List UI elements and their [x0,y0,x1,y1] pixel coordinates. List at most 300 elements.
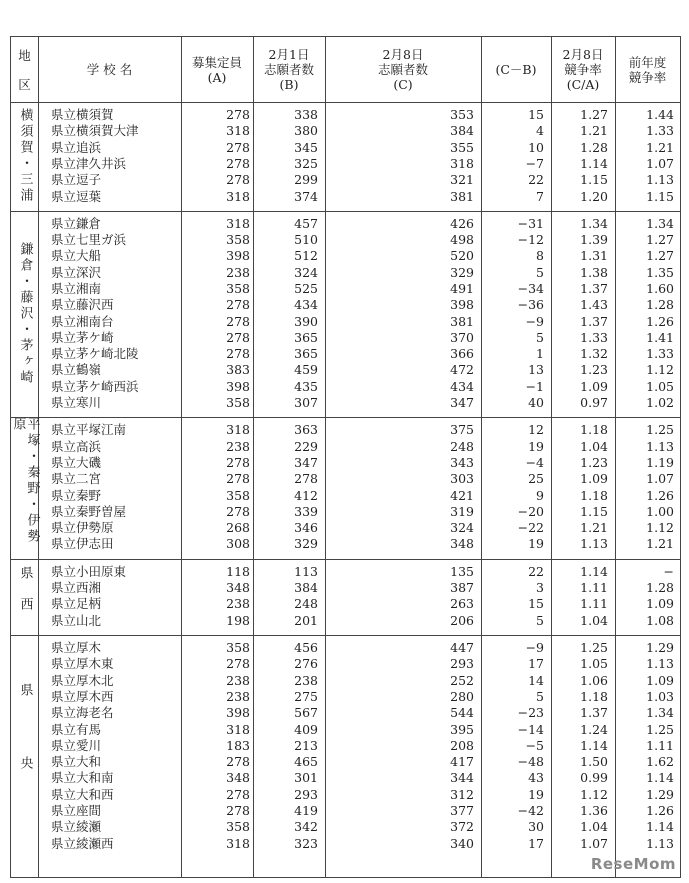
cell-value: 15 [528,596,544,612]
school-name: 県立大磯 [51,454,102,470]
header-feb8-line1: 2月8日 [382,47,424,62]
cell-value: 343 [450,454,474,470]
cell-value: 1.41 [646,329,674,345]
cell-value: 213 [294,737,318,753]
cell-value: 13 [528,362,544,378]
header-region-line1: 地 [18,47,31,63]
header-prev [615,37,680,102]
cell-value: − [663,563,674,579]
school-name: 県立津久井浜 [51,155,127,171]
school-name: 県立小田原東 [51,563,127,579]
cell-value: 1.04 [580,612,608,628]
cell-value: 1 [536,346,544,362]
cell-value: 1.25 [580,640,608,655]
header-feb1-line2: 志願者数 [263,62,314,77]
cell-value: 323 [294,835,318,851]
table-row [11,123,680,139]
header-school-label: 学 校 名 [86,62,133,77]
cell-value: 525 [294,280,318,296]
cell-value: 308 [226,536,250,552]
cell-value: 1.04 [580,438,608,454]
header-prev-line2: 競争率 [628,69,667,85]
table-row [11,395,680,411]
cell-value: 366 [450,346,474,362]
cell-value: 118 [226,563,250,579]
cell-value: 1.02 [646,395,674,411]
cell-value: 1.29 [646,640,674,655]
cell-value: 1.23 [580,362,608,378]
cell-value: 229 [294,438,318,454]
cell-value: 278 [226,313,250,329]
school-name: 県立秦野曽屋 [51,503,127,519]
cell-value: 395 [450,721,474,737]
cell-value: 1.35 [646,264,674,280]
header-ratio [551,37,615,102]
table-row [11,689,680,705]
table-row [11,189,680,205]
cell-value: 348 [450,536,474,552]
cell-value: 544 [450,705,474,721]
cell-value: 1.04 [580,819,608,835]
cell-value: 318 [226,721,250,737]
cell-value: 345 [294,139,318,155]
cell-value: −23 [517,705,544,721]
cell-value: 1.28 [646,580,674,596]
header-feb1 [253,37,325,102]
table-row [11,613,680,629]
cell-value: 365 [294,346,318,362]
table-row [11,803,680,819]
cell-value: 19 [528,438,544,454]
cell-value: 1.11 [580,580,608,596]
cell-value: 1.13 [580,536,608,552]
cell-value: 358 [226,232,250,248]
school-name: 県立海老名 [51,705,114,721]
cell-value: 318 [226,835,250,851]
cell-value: 377 [450,803,474,818]
region-label-text: 県央 [17,683,33,829]
cell-value: 347 [294,454,318,470]
cell-value: 510 [294,232,318,248]
table-header [11,37,680,103]
school-name: 県立秦野 [51,487,102,503]
table-row [11,738,680,754]
cell-value: 276 [294,656,318,672]
header-region-line2: 区 [18,76,31,92]
cell-value: 1.15 [646,188,674,204]
cell-value: 1.18 [580,422,608,438]
school-name: 県立伊勢原 [51,520,114,536]
cell-value: 372 [450,819,474,835]
cell-value: 252 [450,672,474,688]
school-name: 県立茅ケ崎 [51,329,114,345]
cell-value: −12 [517,232,544,248]
cell-value: 520 [450,248,474,264]
table-row [11,722,680,738]
cell-value: 426 [450,215,474,231]
cell-value: 434 [294,297,318,313]
cell-value: 5 [536,612,544,628]
table-row [11,504,680,520]
cell-value: 319 [450,503,474,519]
cell-value: 1.39 [580,232,608,248]
header-feb1-line1: 2月1日 [268,47,310,62]
cell-value: 325 [294,155,318,171]
cell-value: 1.21 [580,520,608,536]
cell-value: 1.25 [646,422,674,438]
table-row [11,770,680,786]
table-row [11,314,680,330]
cell-value: 1.26 [646,487,674,503]
cell-value: 1.12 [580,786,608,802]
cell-value: 358 [226,487,250,503]
cell-value: 324 [450,520,474,536]
cell-value: 358 [226,819,250,835]
table-row [11,156,680,172]
cell-value: 381 [450,188,474,204]
cell-value: 278 [226,346,250,362]
cell-value: −9 [525,640,544,655]
table-row [11,362,680,378]
cell-value: 1.33 [580,329,608,345]
school-name: 県立大船 [51,248,102,264]
cell-value: −9 [525,313,544,329]
cell-value: 238 [226,596,250,612]
cell-value: 248 [294,596,318,612]
cell-value: 278 [294,471,318,487]
header-feb1-line3: (B) [279,77,299,92]
cell-value: 1.09 [580,378,608,394]
cell-value: 278 [226,656,250,672]
cell-value: 355 [450,139,474,155]
header-feb8-line3: (C) [393,77,413,92]
cell-value: 1.24 [580,721,608,737]
cell-value: 1.06 [580,672,608,688]
header-ratio-line3: (C/A) [566,77,600,92]
table-row [11,140,680,156]
cell-value: 25 [528,471,544,487]
cell-value: 278 [226,786,250,802]
cell-value: 344 [450,770,474,786]
table-row [11,216,680,232]
table-row [11,346,680,362]
table-row [11,379,680,395]
cell-value: 318 [450,155,474,171]
cell-value: 434 [450,378,474,394]
school-name: 県立厚木 [51,640,102,655]
header-feb8-line2: 志願者数 [377,62,428,77]
table-row [11,754,680,770]
cell-value: 384 [450,123,474,139]
table-row [11,422,680,438]
cell-value: 4 [536,123,544,139]
cell-value: 1.14 [580,737,608,753]
cell-value: 358 [226,280,250,296]
cell-value: 135 [450,563,474,579]
cell-value: 263 [450,596,474,612]
cell-value: 398 [226,248,250,264]
header-quota [181,37,253,102]
cell-value: 275 [294,688,318,704]
cell-value: 1.19 [646,454,674,470]
cell-value: 1.33 [646,346,674,362]
cell-value: 278 [226,454,250,470]
cell-value: 113 [294,563,318,579]
cell-value: 390 [294,313,318,329]
cell-value: 1.13 [646,656,674,672]
cell-value: 1.09 [580,471,608,487]
table-row [11,471,680,487]
cell-value: 1.37 [580,280,608,296]
header-feb8 [325,37,481,102]
cell-value: 278 [226,107,250,122]
cell-value: −34 [517,280,544,296]
cell-value: 417 [450,754,474,770]
table-row [11,564,680,580]
school-name: 県立逗葉 [51,188,102,204]
cell-value: 278 [226,139,250,155]
table-row [11,488,680,504]
cell-value: 19 [528,786,544,802]
cell-value: −7 [525,155,544,171]
cell-value: 17 [528,656,544,672]
cell-value: 375 [450,422,474,438]
cell-value: 1.25 [646,721,674,737]
cell-value: 1.21 [580,123,608,139]
cell-value: 201 [294,612,318,628]
cell-value: 268 [226,520,250,536]
table-row [11,248,680,264]
cell-value: 22 [528,172,544,188]
header-ratio-line1: 2月8日 [562,47,604,62]
cell-value: 318 [226,215,250,231]
school-name: 県立厚木北 [51,672,114,688]
region-label-text: 横須賀・三浦 [17,108,33,205]
table-row [11,265,680,281]
cell-value: 14 [528,672,544,688]
school-name: 県立湘南 [51,280,102,296]
cell-value: 293 [294,786,318,802]
cell-value: 457 [294,215,318,231]
school-name: 県立高浜 [51,438,102,454]
cell-value: 1.26 [646,803,674,818]
cell-value: −4 [525,454,544,470]
cell-value: 278 [226,803,250,818]
cell-value: 1.32 [580,346,608,362]
cell-value: 1.08 [646,612,674,628]
school-name: 県立追浜 [51,139,102,155]
cell-value: 10 [528,139,544,155]
cell-value: −1 [525,378,544,394]
region-label-text: 県西 [17,565,33,628]
region-block [11,211,680,419]
cell-value: 412 [294,487,318,503]
cell-value: 293 [450,656,474,672]
school-name: 県立大和西 [51,786,114,802]
cell-value: 1.50 [580,754,608,770]
cell-value: 303 [450,471,474,487]
school-name: 県立寒川 [51,395,102,411]
cell-value: 567 [294,705,318,721]
cell-value: 278 [226,503,250,519]
cell-value: 1.34 [646,705,674,721]
school-name: 県立逗子 [51,172,102,188]
cell-value: 1.03 [646,688,674,704]
cell-value: 1.36 [580,803,608,818]
cell-value: 1.31 [580,248,608,264]
cell-value: 1.07 [580,835,608,851]
cell-value: 1.33 [646,123,674,139]
school-name: 県立深沢 [51,264,102,280]
cell-value: 19 [528,536,544,552]
cell-value: 384 [294,580,318,596]
cell-value: −5 [525,737,544,753]
cell-value: −36 [517,297,544,313]
cell-value: 278 [226,471,250,487]
cell-value: 421 [450,487,474,503]
cell-value: 301 [294,770,318,786]
school-name: 県立足柄 [51,596,102,612]
table-row [11,297,680,313]
cell-value: 409 [294,721,318,737]
school-name: 県立鶴嶺 [51,362,102,378]
cell-value: 329 [450,264,474,280]
cell-value: 1.18 [580,487,608,503]
cell-value: 398 [226,705,250,721]
cell-value: 1.34 [646,215,674,231]
cell-value: 1.23 [580,454,608,470]
cell-value: 278 [226,172,250,188]
cell-value: 456 [294,640,318,655]
cell-value: −20 [517,503,544,519]
cell-value: 374 [294,188,318,204]
cell-value: 383 [226,362,250,378]
cell-value: 353 [450,107,474,122]
cell-value: 5 [536,264,544,280]
cell-value: 387 [450,580,474,596]
school-name: 県立横須賀 [51,107,114,122]
cell-value: 1.21 [646,536,674,552]
cell-value: 1.21 [646,139,674,155]
cell-value: 1.13 [646,172,674,188]
cell-value: 380 [294,123,318,139]
cell-value: 1.15 [580,172,608,188]
cell-value: 1.13 [646,835,674,851]
table-row [11,536,680,552]
admissions-table [10,36,681,878]
cell-value: 238 [294,672,318,688]
cell-value: 318 [226,123,250,139]
table-row [11,520,680,536]
cell-value: 1.12 [646,520,674,536]
cell-value: 459 [294,362,318,378]
school-name: 県立藤沢西 [51,297,114,313]
cell-value: 512 [294,248,318,264]
region-block [11,417,680,559]
header-ratio-line2: 競争率 [564,62,602,77]
school-name: 県立愛川 [51,737,102,753]
school-name: 県立二宮 [51,471,102,487]
cell-value: 1.14 [646,819,674,835]
cell-value: 1.15 [580,503,608,519]
cell-value: 15 [528,107,544,122]
region-block [11,102,680,212]
cell-value: 1.28 [580,139,608,155]
cell-value: 238 [226,264,250,280]
school-name: 県立七里ガ浜 [51,232,127,248]
cell-value: 198 [226,612,250,628]
cell-value: 419 [294,803,318,818]
table-row [11,673,680,689]
cell-value: 3 [536,580,544,596]
header-school [38,37,181,102]
school-name: 県立山北 [51,612,102,628]
cell-value: 472 [450,362,474,378]
cell-value: 248 [450,438,474,454]
cell-value: 1.18 [580,688,608,704]
header-diff-label: (C－B) [495,62,537,77]
school-name: 県立鎌倉 [51,215,102,231]
table-row [11,439,680,455]
school-name: 県立横須賀大津 [51,123,139,139]
table-row [11,107,680,123]
cell-value: 278 [226,297,250,313]
cell-value: 465 [294,754,318,770]
cell-value: 342 [294,819,318,835]
table-row [11,705,680,721]
table-row [11,656,680,672]
cell-value: 208 [450,737,474,753]
cell-value: 238 [226,688,250,704]
cell-value: 347 [450,395,474,411]
school-name: 県立座間 [51,803,102,818]
cell-value: −48 [517,754,544,770]
cell-value: 1.26 [646,313,674,329]
table-row [11,640,680,656]
cell-value: 435 [294,378,318,394]
cell-value: 1.44 [646,107,674,122]
header-region [11,37,38,102]
header-prev-line1: 前年度 [628,54,667,70]
school-name: 県立大和 [51,754,102,770]
table-row [11,819,680,835]
cell-value: 278 [226,754,250,770]
cell-value: 1.60 [646,280,674,296]
cell-value: 339 [294,503,318,519]
cell-value: 7 [536,188,544,204]
cell-value: 1.12 [646,362,674,378]
cell-value: 1.07 [646,471,674,487]
cell-value: 0.97 [580,395,608,411]
cell-value: 381 [450,313,474,329]
cell-value: 1.62 [646,754,674,770]
cell-value: 398 [450,297,474,313]
cell-value: 9 [536,487,544,503]
cell-value: −22 [517,520,544,536]
cell-value: 491 [450,280,474,296]
school-name: 県立茅ケ崎西浜 [51,378,139,394]
table-row [11,455,680,471]
cell-value: 447 [450,640,474,655]
cell-value: 338 [294,107,318,122]
cell-value: 1.27 [646,248,674,264]
cell-value: 340 [450,835,474,851]
cell-value: 1.28 [646,297,674,313]
cell-value: 1.27 [580,107,608,122]
cell-value: 1.11 [580,596,608,612]
table-row [11,787,680,803]
watermark-logo: ReseMom [590,855,676,873]
